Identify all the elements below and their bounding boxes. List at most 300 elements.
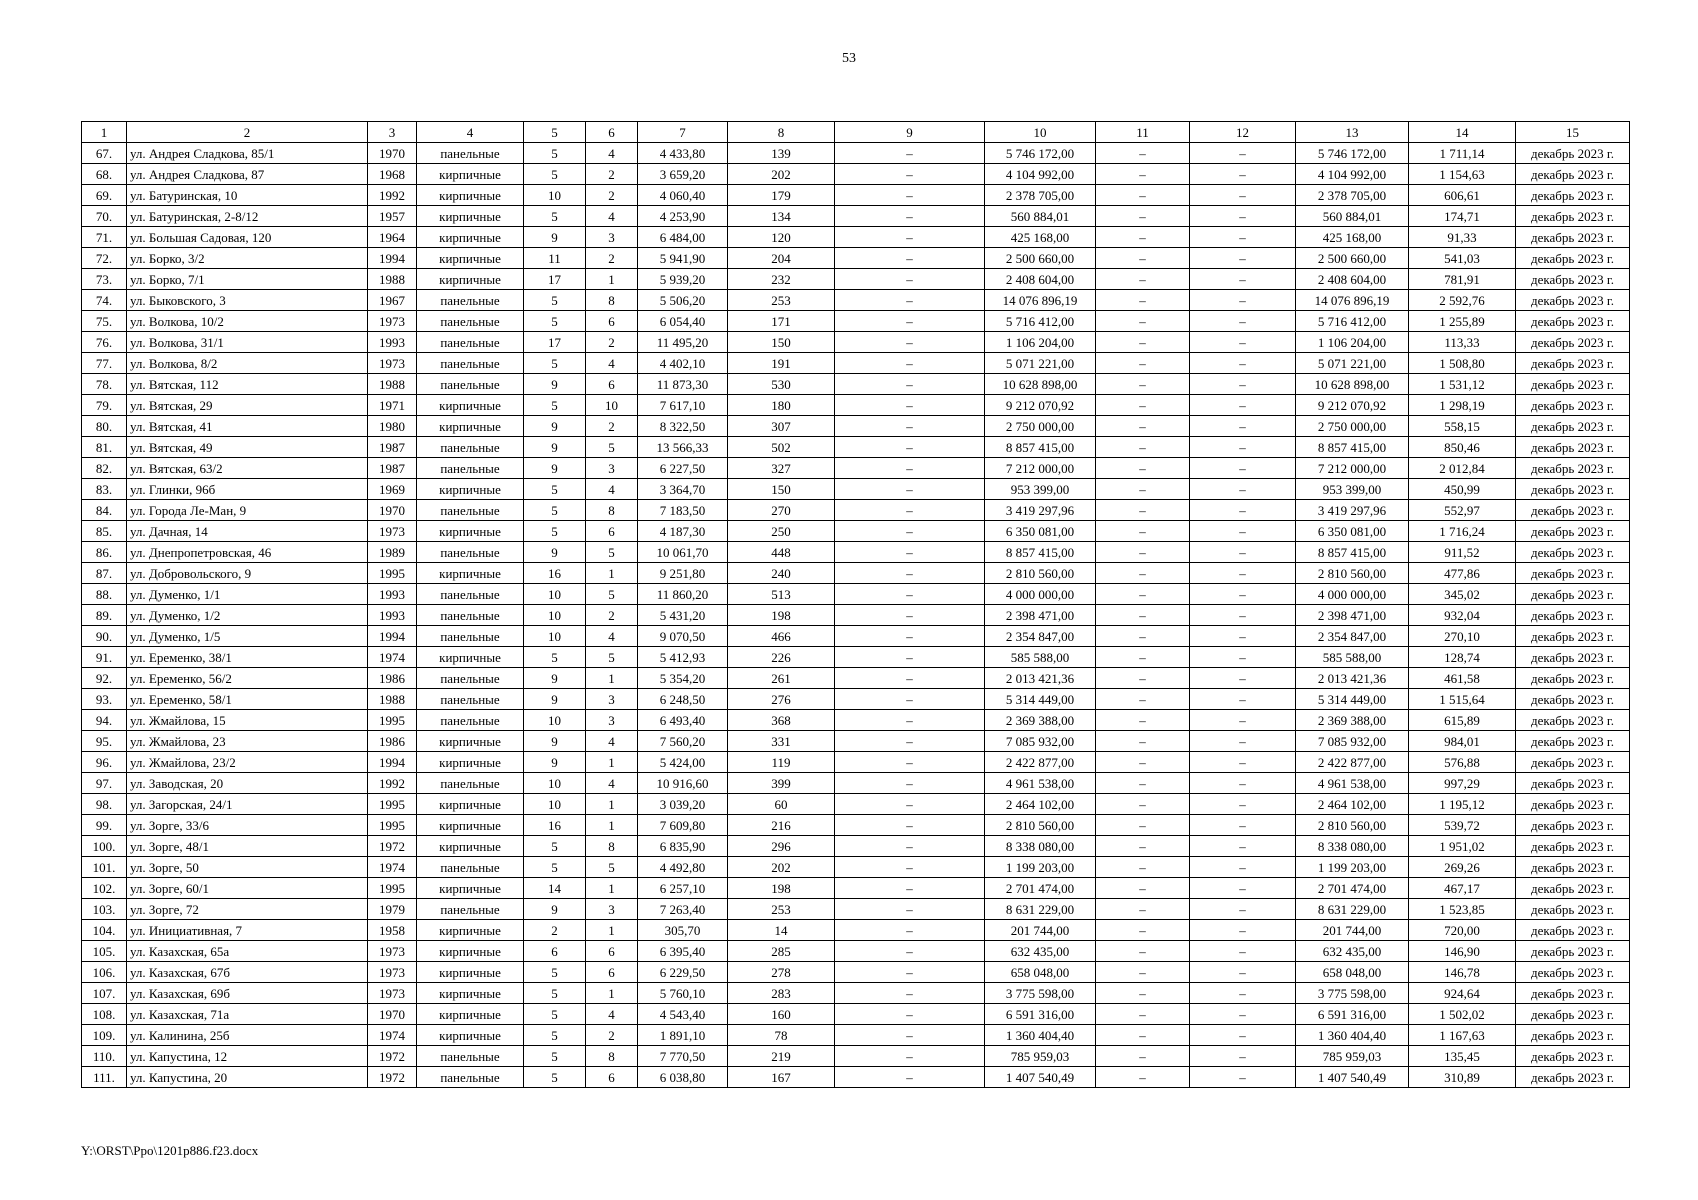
table-cell: – (1096, 1046, 1190, 1067)
column-header-5: 5 (524, 122, 586, 143)
table-row (82, 962, 1630, 983)
table-cell: 1970 (368, 500, 417, 521)
table-cell: декабрь 2023 г. (1516, 626, 1630, 647)
table-cell: 2 (586, 605, 638, 626)
column-header-2: 2 (127, 122, 368, 143)
table-cell: 5 (524, 857, 586, 878)
table-cell: 4 433,80 (638, 143, 728, 164)
table-cell: – (835, 983, 985, 1004)
column-header-15: 15 (1516, 122, 1630, 143)
table-cell: 4 961 538,00 (985, 773, 1096, 794)
page-number: 53 (842, 51, 856, 66)
buildings-table (81, 121, 1630, 1088)
table-cell: 9 (524, 668, 586, 689)
table-cell: 2 464 102,00 (985, 794, 1096, 815)
table-cell: – (1190, 626, 1296, 647)
table-cell: 296 (728, 836, 835, 857)
table-cell: 5 (524, 500, 586, 521)
table-cell: 5 071 221,00 (1296, 353, 1409, 374)
table-cell: – (1190, 752, 1296, 773)
table-cell: декабрь 2023 г. (1516, 710, 1630, 731)
table-cell: 1 891,10 (638, 1025, 728, 1046)
table-cell: 11 860,20 (638, 584, 728, 605)
table-cell: 8 631 229,00 (1296, 899, 1409, 920)
table-cell: 9 (524, 689, 586, 710)
table-cell: – (1096, 1067, 1190, 1088)
table-cell: 6 (586, 941, 638, 962)
table-cell: ул. Днепропетровская, 46 (127, 542, 368, 563)
table-cell: ул. Борко, 7/1 (127, 269, 368, 290)
table-cell: 10 (524, 605, 586, 626)
table-cell: 250 (728, 521, 835, 542)
table-cell: 201 744,00 (1296, 920, 1409, 941)
table-cell: кирпичные (417, 521, 524, 542)
table-row (82, 164, 1630, 185)
table-cell: 305,70 (638, 920, 728, 941)
table-cell: 1 (586, 668, 638, 689)
table-cell: 285 (728, 941, 835, 962)
table-cell: 3 419 297,96 (1296, 500, 1409, 521)
table-cell: – (1190, 395, 1296, 416)
table-cell: 5 (524, 479, 586, 500)
table-cell: 119 (728, 752, 835, 773)
table-cell: – (1190, 206, 1296, 227)
table-cell: 146,78 (1409, 962, 1516, 983)
table-cell: 198 (728, 878, 835, 899)
table-cell: 191 (728, 353, 835, 374)
table-cell: панельные (417, 689, 524, 710)
table-cell: – (1190, 731, 1296, 752)
table-cell: 3 364,70 (638, 479, 728, 500)
table-cell: декабрь 2023 г. (1516, 962, 1630, 983)
table-cell: – (1096, 1025, 1190, 1046)
table-cell: 8 631 229,00 (985, 899, 1096, 920)
table-cell: 632 435,00 (985, 941, 1096, 962)
table-cell: 2 500 660,00 (1296, 248, 1409, 269)
table-cell: 85. (82, 521, 127, 542)
table-cell: 448 (728, 542, 835, 563)
table-cell: – (835, 605, 985, 626)
table-cell: 932,04 (1409, 605, 1516, 626)
table-cell: – (835, 269, 985, 290)
table-row (82, 584, 1630, 605)
table-cell: 4 (586, 731, 638, 752)
table-cell: – (1096, 332, 1190, 353)
table-cell: ул. Дачная, 14 (127, 521, 368, 542)
table-cell: 541,03 (1409, 248, 1516, 269)
table-cell: 2 (586, 185, 638, 206)
table-cell: – (835, 668, 985, 689)
table-cell: кирпичные (417, 941, 524, 962)
table-cell: 91. (82, 647, 127, 668)
table-row (82, 563, 1630, 584)
table-cell: 68. (82, 164, 127, 185)
table-cell: 10 (524, 710, 586, 731)
table-cell: панельные (417, 374, 524, 395)
table-cell: 1972 (368, 1067, 417, 1088)
table-cell: 6 227,50 (638, 458, 728, 479)
table-row (82, 521, 1630, 542)
table-cell: декабрь 2023 г. (1516, 143, 1630, 164)
table-cell: 109. (82, 1025, 127, 1046)
table-cell: 6 350 081,00 (985, 521, 1096, 542)
table-cell: панельные (417, 311, 524, 332)
table-cell: 16 (524, 563, 586, 584)
table-cell: 513 (728, 584, 835, 605)
table-cell: 2 408 604,00 (985, 269, 1096, 290)
table-cell: 5 431,20 (638, 605, 728, 626)
table-cell: кирпичные (417, 416, 524, 437)
table-cell: декабрь 2023 г. (1516, 227, 1630, 248)
table-cell: 1 711,14 (1409, 143, 1516, 164)
table-cell: 10 916,60 (638, 773, 728, 794)
table-cell: 6 229,50 (638, 962, 728, 983)
table-cell: 84. (82, 500, 127, 521)
table-cell: 9 251,80 (638, 563, 728, 584)
table-cell: 86. (82, 542, 127, 563)
table-cell: – (1190, 437, 1296, 458)
table-cell: 4 (586, 143, 638, 164)
table-cell: ул. Большая Садовая, 120 (127, 227, 368, 248)
table-cell: 1 106 204,00 (1296, 332, 1409, 353)
table-cell: – (835, 437, 985, 458)
table-cell: – (835, 542, 985, 563)
table-cell: 1993 (368, 584, 417, 605)
table-cell: 150 (728, 479, 835, 500)
table-cell: – (1096, 563, 1190, 584)
table-cell: 4 187,30 (638, 521, 728, 542)
table-cell: 850,46 (1409, 437, 1516, 458)
table-cell: – (1096, 164, 1190, 185)
table-cell: 1964 (368, 227, 417, 248)
table-cell: 8 857 415,00 (985, 437, 1096, 458)
table-row (82, 878, 1630, 899)
table-cell: 467,17 (1409, 878, 1516, 899)
table-cell: 67. (82, 143, 127, 164)
table-cell: 310,89 (1409, 1067, 1516, 1088)
table-cell: декабрь 2023 г. (1516, 584, 1630, 605)
table-cell: 6 591 316,00 (1296, 1004, 1409, 1025)
table-cell: 7 085 932,00 (1296, 731, 1409, 752)
table-row (82, 836, 1630, 857)
table-cell: 3 (586, 458, 638, 479)
table-cell: – (1096, 941, 1190, 962)
table-row (82, 752, 1630, 773)
table-cell: 1 154,63 (1409, 164, 1516, 185)
table-cell: ул. Зорге, 33/6 (127, 815, 368, 836)
table-cell: – (835, 794, 985, 815)
table-cell: декабрь 2023 г. (1516, 458, 1630, 479)
table-cell: – (1096, 185, 1190, 206)
table-cell: декабрь 2023 г. (1516, 353, 1630, 374)
table-cell: декабрь 2023 г. (1516, 332, 1630, 353)
table-cell: 9 (524, 752, 586, 773)
table-cell: 204 (728, 248, 835, 269)
table-cell: 3 (586, 899, 638, 920)
table-cell: 6 835,90 (638, 836, 728, 857)
table-cell: 720,00 (1409, 920, 1516, 941)
table-cell: кирпичные (417, 731, 524, 752)
table-cell: 7 770,50 (638, 1046, 728, 1067)
table-cell: 953 399,00 (985, 479, 1096, 500)
table-row (82, 857, 1630, 878)
table-cell: – (835, 773, 985, 794)
table-cell: – (1096, 920, 1190, 941)
table-row (82, 815, 1630, 836)
table-cell: – (1096, 206, 1190, 227)
table-cell: панельные (417, 143, 524, 164)
table-cell: ул. Загорская, 24/1 (127, 794, 368, 815)
table-cell: – (835, 353, 985, 374)
table-cell: 83. (82, 479, 127, 500)
table-cell: – (835, 815, 985, 836)
table-cell: ул. Инициативная, 7 (127, 920, 368, 941)
table-row (82, 773, 1630, 794)
table-cell: – (1190, 311, 1296, 332)
table-cell: кирпичные (417, 269, 524, 290)
table-cell: 5 716 412,00 (985, 311, 1096, 332)
table-cell: – (835, 227, 985, 248)
table-cell: 1968 (368, 164, 417, 185)
table-cell: кирпичные (417, 395, 524, 416)
table-row (82, 668, 1630, 689)
table-cell: 202 (728, 164, 835, 185)
table-cell: 2 (586, 332, 638, 353)
table-cell: – (1190, 290, 1296, 311)
table-cell: 11 495,20 (638, 332, 728, 353)
table-cell: кирпичные (417, 479, 524, 500)
table-cell: 4 104 992,00 (1296, 164, 1409, 185)
table-cell: 1 255,89 (1409, 311, 1516, 332)
table-cell: декабрь 2023 г. (1516, 794, 1630, 815)
table-cell: 1 195,12 (1409, 794, 1516, 815)
table-cell: 8 857 415,00 (1296, 542, 1409, 563)
table-cell: декабрь 2023 г. (1516, 290, 1630, 311)
table-cell: панельные (417, 437, 524, 458)
table-cell: – (1190, 458, 1296, 479)
table-cell: 5 (524, 395, 586, 416)
table-cell: 1 716,24 (1409, 521, 1516, 542)
table-cell: декабрь 2023 г. (1516, 269, 1630, 290)
table-cell: 8 857 415,00 (985, 542, 1096, 563)
table-cell: 14 (524, 878, 586, 899)
table-cell: – (1096, 773, 1190, 794)
table-cell: 3 775 598,00 (1296, 983, 1409, 1004)
table-row (82, 143, 1630, 164)
table-cell: 1987 (368, 458, 417, 479)
table-cell: 560 884,01 (1296, 206, 1409, 227)
table-cell: 8 (586, 500, 638, 521)
table-cell: 7 212 000,00 (1296, 458, 1409, 479)
table-cell: – (835, 500, 985, 521)
table-cell: 1 199 203,00 (985, 857, 1096, 878)
table-cell: 216 (728, 815, 835, 836)
table-cell: 150 (728, 332, 835, 353)
table-cell: ул. Еременко, 38/1 (127, 647, 368, 668)
table-cell: 4 543,40 (638, 1004, 728, 1025)
table-cell: 10 628 898,00 (985, 374, 1096, 395)
table-cell: ул. Заводская, 20 (127, 773, 368, 794)
table-cell: – (1190, 1004, 1296, 1025)
table-cell: декабрь 2023 г. (1516, 920, 1630, 941)
table-cell: 2 500 660,00 (985, 248, 1096, 269)
table-cell: 7 183,50 (638, 500, 728, 521)
table-cell: – (1096, 752, 1190, 773)
table-cell: панельные (417, 710, 524, 731)
table-cell: 1 (586, 752, 638, 773)
table-cell: 2 408 604,00 (1296, 269, 1409, 290)
table-cell: ул. Вятская, 63/2 (127, 458, 368, 479)
table-cell: 1 (586, 920, 638, 941)
table-cell: – (1096, 290, 1190, 311)
table-cell: 201 744,00 (985, 920, 1096, 941)
table-cell: 1 (586, 983, 638, 1004)
table-header (82, 122, 1630, 143)
table-cell: – (835, 962, 985, 983)
table-cell: панельные (417, 773, 524, 794)
table-cell: 1988 (368, 269, 417, 290)
table-cell: – (835, 878, 985, 899)
table-cell: 73. (82, 269, 127, 290)
table-cell: 75. (82, 311, 127, 332)
table-cell: 6 (586, 521, 638, 542)
table-cell: – (1096, 143, 1190, 164)
table-cell: 5 (524, 521, 586, 542)
table-cell: 8 (586, 836, 638, 857)
table-cell: – (1096, 983, 1190, 1004)
table-cell: 110. (82, 1046, 127, 1067)
table-cell: 1971 (368, 395, 417, 416)
table-cell: – (1190, 1067, 1296, 1088)
table-cell: 924,64 (1409, 983, 1516, 1004)
table-cell: – (835, 311, 985, 332)
table-cell: 171 (728, 311, 835, 332)
table-cell: 1988 (368, 374, 417, 395)
table-cell: – (1096, 689, 1190, 710)
table-cell: 1974 (368, 857, 417, 878)
table-cell: – (1096, 521, 1190, 542)
table-cell: декабрь 2023 г. (1516, 311, 1630, 332)
table-cell: 10 (524, 185, 586, 206)
table-cell: 5 (524, 836, 586, 857)
table-cell: 4 961 538,00 (1296, 773, 1409, 794)
table-cell: 17 (524, 332, 586, 353)
table-cell: 1973 (368, 353, 417, 374)
table-cell: – (835, 416, 985, 437)
table-cell: – (1190, 1046, 1296, 1067)
table-cell: ул. Волкова, 31/1 (127, 332, 368, 353)
table-cell: 4 000 000,00 (1296, 584, 1409, 605)
table-cell: – (835, 689, 985, 710)
table-cell: – (1190, 269, 1296, 290)
table-cell: 134 (728, 206, 835, 227)
table-cell: – (1190, 605, 1296, 626)
table-cell: 585 588,00 (985, 647, 1096, 668)
table-cell: 997,29 (1409, 773, 1516, 794)
table-cell: 278 (728, 962, 835, 983)
table-cell: 113,33 (1409, 332, 1516, 353)
table-cell: 576,88 (1409, 752, 1516, 773)
table-row (82, 185, 1630, 206)
table-cell: 72. (82, 248, 127, 269)
table-cell: 71. (82, 227, 127, 248)
table-cell: 1986 (368, 668, 417, 689)
table-cell: – (835, 458, 985, 479)
table-cell: 1995 (368, 815, 417, 836)
table-cell: ул. Вятская, 29 (127, 395, 368, 416)
table-cell: 81. (82, 437, 127, 458)
table-cell: 6 (586, 374, 638, 395)
file-path-footer: Y:\ORST\Ppo\1201p886.f23.docx (81, 1143, 259, 1158)
table-cell: 5 (524, 311, 586, 332)
table-cell: декабрь 2023 г. (1516, 689, 1630, 710)
table-cell: 74. (82, 290, 127, 311)
table-cell: декабрь 2023 г. (1516, 836, 1630, 857)
table-row (82, 353, 1630, 374)
table-cell: 425 168,00 (985, 227, 1096, 248)
table-cell: – (1096, 1004, 1190, 1025)
table-cell: – (835, 836, 985, 857)
table-cell: – (1096, 269, 1190, 290)
table-cell: – (835, 1046, 985, 1067)
column-header-3: 3 (368, 122, 417, 143)
table-cell: – (835, 332, 985, 353)
table-row (82, 983, 1630, 1004)
table-cell: 8 338 080,00 (1296, 836, 1409, 857)
table-row (82, 1067, 1630, 1088)
table-cell: 1988 (368, 689, 417, 710)
table-cell: 1973 (368, 311, 417, 332)
table-cell: кирпичные (417, 227, 524, 248)
table-cell: кирпичные (417, 1004, 524, 1025)
table-cell: 785 959,03 (985, 1046, 1096, 1067)
table-cell: 658 048,00 (985, 962, 1096, 983)
table-cell: 8 322,50 (638, 416, 728, 437)
table-cell: 9 070,50 (638, 626, 728, 647)
table-cell: 1992 (368, 185, 417, 206)
table-cell: 2 (586, 164, 638, 185)
table-cell: 5 314 449,00 (985, 689, 1096, 710)
table-cell: – (1190, 185, 1296, 206)
table-cell: 2 012,84 (1409, 458, 1516, 479)
table-cell: 502 (728, 437, 835, 458)
table-cell: – (1190, 836, 1296, 857)
table-cell: 2 750 000,00 (1296, 416, 1409, 437)
table-cell: 2 (524, 920, 586, 941)
table-cell: – (1190, 479, 1296, 500)
table-cell: ул. Города Ле-Ман, 9 (127, 500, 368, 521)
column-header-10: 10 (985, 122, 1096, 143)
table-cell: декабрь 2023 г. (1516, 899, 1630, 920)
table-cell: кирпичные (417, 878, 524, 899)
table-cell: декабрь 2023 г. (1516, 416, 1630, 437)
table-cell: 2 750 000,00 (985, 416, 1096, 437)
table-row (82, 416, 1630, 437)
table-cell: – (835, 752, 985, 773)
table-cell: 1973 (368, 962, 417, 983)
table-cell: кирпичные (417, 248, 524, 269)
table-cell: 5 (524, 290, 586, 311)
table-cell: ул. Зорге, 50 (127, 857, 368, 878)
table-cell: 1 199 203,00 (1296, 857, 1409, 878)
table-cell: декабрь 2023 г. (1516, 878, 1630, 899)
table-cell: 1970 (368, 143, 417, 164)
table-cell: 92. (82, 668, 127, 689)
table-cell: 60 (728, 794, 835, 815)
table-cell: 399 (728, 773, 835, 794)
table-cell: 2 398 471,00 (985, 605, 1096, 626)
table-cell: – (835, 1067, 985, 1088)
